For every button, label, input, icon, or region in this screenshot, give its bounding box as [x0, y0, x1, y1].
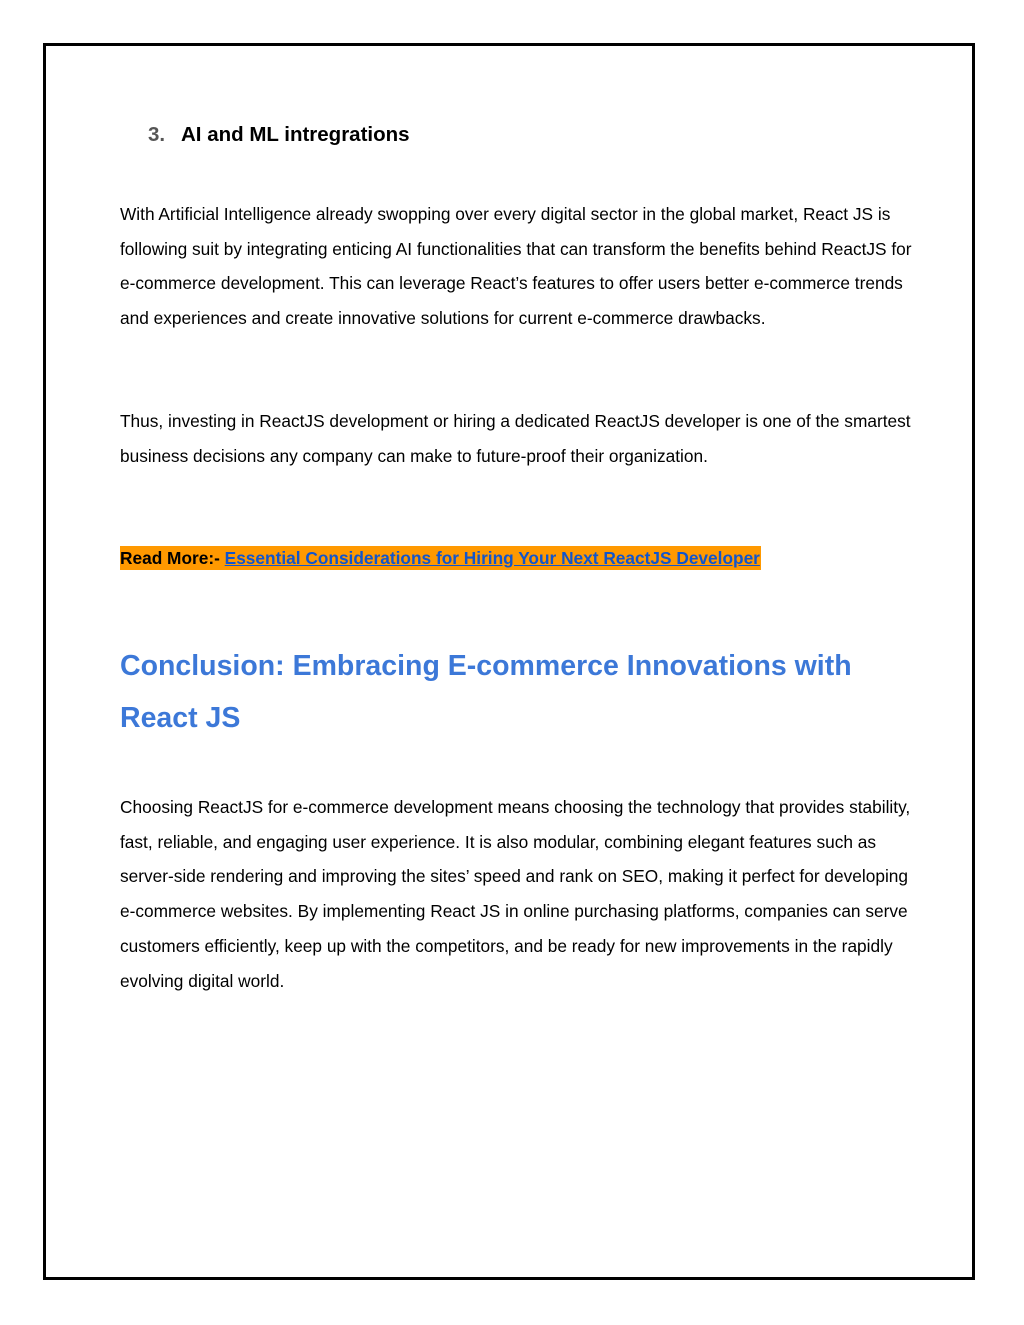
- paragraph-ai-ml: With Artificial Intelligence already swopping over every digital sector in the global market, React JS is following suit by integrating enticing AI functionalities that can transform the benefits behind ReactJS for e-commerce development. This can leverage React’s features to offer users better e-commerce trends and experiences and create innovative solutions for current e-commerce drawbacks.: [120, 204, 912, 329]
- conclusion-heading: Conclusion: Embracing E-commerce Innovations with React JS: [120, 650, 852, 734]
- paragraph-conclusion: Choosing ReactJS for e-commerce development means choosing the technology that provides stability, fast, reliable, and engaging user experience. It is also modular, combining elegant features such as server-side rendering and improving the sites’ speed and rank on SEO, making it perfect for developing e-commerce websites. By implementing React JS in online purchasing platforms, companies can serve customers efficiently, keep up with the competitors, and be ready for new improvements in the rapidly evolving digital world.: [120, 797, 911, 991]
- read-more-callout: [120, 546, 761, 570]
- section-title: AI and ML intregrations: [181, 123, 410, 146]
- section-heading-ai-ml: [148, 122, 410, 148]
- paragraph-investing: Thus, investing in ReactJS development or hiring a dedicated ReactJS developer is one of the smartest business decisions any company can make to future-proof their organization.: [120, 411, 911, 466]
- list-number: 3.: [148, 123, 166, 146]
- read-more-link[interactable]: Essential Considerations for Hiring Your Next ReactJS Developer: [224, 548, 760, 568]
- read-more-label: Read More:-: [120, 548, 225, 568]
